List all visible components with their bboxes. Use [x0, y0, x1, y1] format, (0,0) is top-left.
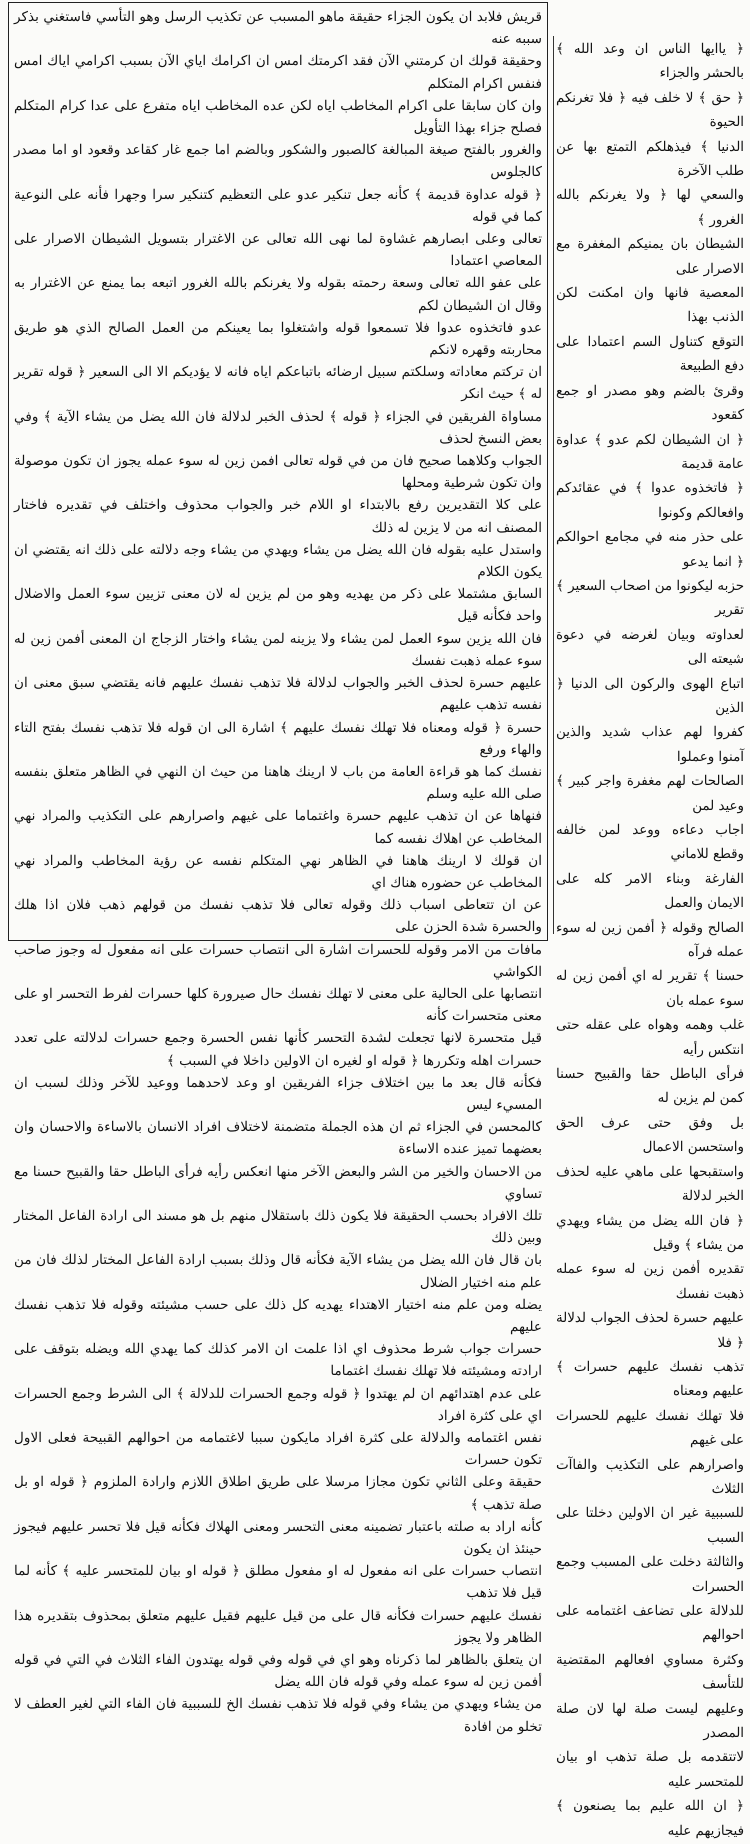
gloss-line: عليهم حسرة لحذف الجواب لدلالة ﴿ فلا [556, 1311, 744, 1351]
commentary-line: مساواة الفريقين في الجزاء ﴿ قوله ﴾ لحذف الخبر لدلالة فان الله يضل من يشاء الآية ﴾ وفي بعض النسخ لحذف [14, 408, 542, 447]
commentary-line: على عدم اهتدائهم ان لم يهتدوا ﴿ قوله وجمع الحسرات للدلالة ﴾ الى الشرط وجمع الحسرات اي على كثرة افراد [14, 1385, 542, 1424]
commentary-line: حسرة ﴿ قوله ومعناه فلا تهلك نفسك عليهم ﴾ اشارة الى ان قوله فلا تذهب نفسك بفتح التاء والهاء ورفع [14, 719, 542, 758]
gloss-line: تذهب نفسك عليهم حسرات ﴾ عليهم ومعناه [556, 1359, 744, 1400]
commentary-text [14, 6, 542, 1735]
commentary-line: فنهاها عن ان تذهب عليهم حسرة واغتماما على غيهم واصرارهم على التكذيب والمراد نهي المخاطب عن اهلاك نفسه كما [14, 808, 542, 847]
gloss-line: والسعي لها ﴿ ولا يغرنكم بالله الغرور ﴾ [556, 188, 744, 228]
commentary-line: فان الله يزين سوء العمل لمن يشاء ولا يزينه لمن يشاء واختار الزجاج ان المعنى أفمن زين له سوء عمله ذهبت نفسك [14, 630, 542, 669]
gloss-line: ﴿ ان الله عليم بما يصنعون ﴾ فيجازيهم عليه [556, 1799, 744, 1839]
gloss-line: غلب وهمه وهواه على عقله حتى انتكس رأيه [556, 1018, 744, 1058]
marginal-gloss [556, 38, 744, 1839]
gloss-line: كفروا لهم عذاب شديد والذين آمنوا وعملوا [556, 725, 744, 765]
commentary-line: ان يتعلق بالظاهر لما ذكرناه وهو اي في قوله وفي قوله يهتدون الفاء الثلاث في التي في قوله أفمن زين له سوء عمله وفي قوله فان الله يضل [14, 1652, 542, 1691]
commentary-line: ان تركتم معاداته وسلكتم سبيل ارضائه باتباعكم اياه فانه لا يؤديكم الا الى السعير ﴿ قوله تقرير له ﴾ حيث انكر [14, 364, 542, 403]
commentary-line: بان قال فان الله يضل من يشاء الآية فكأنه قال وذلك بسبب ارادة الفاعل المختار لذلك فان من علم منه اختيار الضلال [14, 1252, 542, 1291]
commentary-line: يضله ومن علم منه اختيار الاهتداء يهديه كل ذلك على حسب مشيئته وقوله فلا تذهب نفسك عليهم [14, 1296, 542, 1335]
gloss-line: ﴿ فاتخذوه عدوا ﴾ في عقائدكم وافعالكم وكونوا [556, 481, 744, 521]
gloss-line: الدنيا ﴾ فيذهلكم التمتع بها عن طلب الآخرة [556, 139, 744, 180]
gloss-line: ﴿ ياايها الناس ان وعد الله ﴾ بالحشر والجزاء [556, 42, 744, 82]
gloss-line: لعداوته وبيان لغرضه في دعوة شيعته الى [556, 627, 744, 668]
gloss-line: ﴿ حق ﴾ لا خلف فيه ﴿ فلا تغرنكم الحيوة [556, 90, 744, 131]
gloss-line: للدلالة على تضاعف اغتمامه على احوالهم [556, 1604, 744, 1644]
gloss-line: والثالثة دخلت على المسبب وجمع الحسرات [556, 1555, 744, 1595]
gloss-line: ﴿ فان الله يضل من يشاء ويهدي من يشاء ﴾ وقيل [556, 1213, 744, 1253]
commentary-line: كالمحسن في الجزاء ثم ان هذه الجملة متضمنة لاختلاف افراد الانسان بالاساءة والاحسان وان بعضهما تميز عنده الاساءة [14, 1119, 542, 1158]
gloss-line: فرأى الباطل حقا والقبيح حسنا كمن لم يزين له [556, 1067, 744, 1107]
gloss-line: بل وفق حتى عرف الحق واستحسن الاعمال [556, 1115, 744, 1156]
commentary-line: نفسك عليهم حسرات فكأنه قال على من قيل عليهم فقيل عليهم متعلق بمحذوف بتقديره هذا الظاهر ولا يجوز [14, 1607, 542, 1646]
gloss-line: حزبه ليكونوا من اصحاب السعير ﴾ تقرير [556, 578, 744, 619]
gloss-line: فلا تهلك نفسك عليهم للحسرات على غيهم [556, 1408, 744, 1449]
gloss-line: المعصية فانها وان امكنت لكن الذنب بهذا [556, 286, 744, 326]
gloss-line: الصالحات لهم مغفرة واجر كبير ﴾ وعيد لمن [556, 774, 744, 814]
gloss-line: للسببية غير ان الاولين دخلتا على السبب [556, 1506, 744, 1546]
gloss-line: ﴿ ان الشيطان لكم عدو ﴾ عداوة عامة قديمة [556, 432, 744, 472]
commentary-line: عن ان تتعاطى اسباب ذلك وقوله تعالى فلا تذهب نفسك من قولهم ذهب فلان اذا هلك والحسرة شدة الحزن على [14, 897, 542, 936]
gloss-line: وعليهم ليست صلة لها لان صلة المصدر [556, 1701, 744, 1742]
commentary-line: ان قولك لا ارينك هاهنا في الظاهر نهي المتكلم نفسه عن رؤية المخاطب والمراد نهي المخاطب عن حضوره هناك اي [14, 852, 542, 891]
gloss-line: وقرئ بالضم وهو مصدر او جمع كقعود [556, 383, 744, 424]
gloss-line: الشيطان بان يمنيكم المغفرة مع الاصرار على [556, 237, 744, 277]
commentary-line: قريش فلابد ان يكون الجزاء حقيقة ماهو المسبب عن تكذيب الرسل وهو التأسي فاستغني بذكر سببه عنه [14, 9, 542, 48]
gloss-line: لاتتقدمه بل صلة تذهب او بيان للمتحسر عليه [556, 1750, 744, 1790]
commentary-line: من يشاء ويهدي من يشاء وفي قوله فلا تذهب نفسك الخ للسببية فان الفاء التي لغير العطف لا تخلو من افادة [14, 1696, 542, 1735]
commentary-line: عليهم حسرة لحذف الخبر والجواب لدلالة فلا تذهب نفسك عليهم فانه يقتضي سبق معنى ان نفسه تذهب عليهم [14, 675, 542, 714]
commentary-line: قيل متحسرة لانها تجعلت لشدة التحسر كأنها نفس الحسرة وجمع حسرات لدلالته على تعدد حسرات اهله وتكررها ﴿ قوله او لغيره ان الاولين داخلا في السبب ﴾ [14, 1030, 542, 1069]
gloss-line: واصرارهم على التكذيب والفاآت الثلاث [556, 1457, 744, 1497]
commentary-line: حقيقة وعلى الثاني تكون مجازا مرسلا على طريق اطلاق اللازم وارادة الملزوم ﴿ قوله او بل صلة تذهب ﴾ [14, 1474, 542, 1513]
commentary-line: حسرات جواب شرط محذوف اي اذا علمت ان الامر كذلك كما يهدي الله ويضله بتوقف على ارادته ومشيئته فلا تهلك نفسك اغتماما [14, 1341, 542, 1380]
gloss-line: الفارغة وبناء الامر كله على الايمان والعمل [556, 871, 744, 912]
commentary-line: وان كان سابقا على اكرام المخاطب اياه لكن عده المخاطب اياه متفرع على عدا كرام المتكلم فصلح جزاء بهذا التأويل [14, 97, 542, 137]
commentary-line: فكأنه قال بعد ما بين اختلاف جزاء الفريقين او وعد لاحدهما ووعيد للآخر وذلك لسبب ان المسيء ليس [14, 1074, 542, 1113]
commentary-line: تلك الافراد بحسب الحقيقة فلا يكون ذلك باستقلال منهم بل هو مسند الى ارادة الفاعل المختار وبين ذلك [14, 1207, 542, 1247]
gloss-line: وكثرة مساوي افعالهم المقتضية للتأسف [556, 1652, 744, 1693]
commentary-line: مافات من الامر وقوله للحسرات اشارة الى انتصاب حسرات على انه مفعول له وجوز صاحب الكواشي [14, 941, 542, 980]
commentary-line: انتصابها على الحالية على معنى لا تهلك نفسك حال صيرورة كلها حسرات لفرط التحسر او على معنى متحسرات كأنه [14, 985, 542, 1025]
gloss-line: على حذر منه في مجامع احوالكم ﴿ انما يدعو [556, 530, 744, 570]
commentary-line: من الاحسان والخير من الشر والبعض الآخر منها انعكس رأيه فرأى الباطل حقا والقبيح حسنا مع تساوي [14, 1163, 542, 1202]
commentary-line: واستدل عليه بقوله فان الله يضل من يشاء ويهدي من يشاء وجه دلالته على ذلك انه يقتضي ان يكون الكلام [14, 541, 542, 581]
gloss-line: الصالح وقوله ﴿ أفمن زين له سوء عمله فرآه [556, 920, 744, 961]
gloss-line: واستقبحها على ماهي عليه لحذف الخبر لدلالة [556, 1164, 744, 1205]
commentary-line: وحقيقة قولك ان كرمتني الآن فقد اكرمتك امس ان اكرامك اياي الآن بسبب اكرامي اياك امس فنفس اكرام المتكلم [14, 53, 542, 92]
gloss-line: اجاب دعاءه ووعد لمن خالفه وقطع للاماني [556, 823, 744, 863]
commentary-line: نفس اغتمامه والدلالة على كثرة افراد مايكون سببا لاغتمامه من احوالهم القبيحة فعلى الاول تكون حسرات [14, 1430, 542, 1469]
commentary-line: ﴿ قوله عداوة قديمة ﴾ كأنه جعل تنكير عدو على التعظيم كتنكير سرا وجهرا فأنه على النوعية كما في قوله [14, 186, 542, 225]
commentary-line: نفسك كما هو قراءة العامة من باب لا ارينك هاهنا من حيث ان النهي في الظاهر متعلق بنفسه صلى الله عليه وسلم [14, 763, 542, 803]
commentary-line: السابق مشتملا على ذكر من يهديه وهو من لم يزين له لان معنى تزيين سوء العمل والاضلال واحد فكأنه قيل [14, 586, 542, 625]
gloss-line: حسنا ﴾ تقرير له اي أفمن زين له سوء عمله بان [556, 969, 744, 1009]
gloss-line: التوقع كتناول السم اعتمادا على دفع الطبيعة [556, 334, 744, 375]
commentary-line: عدو فاتخذوه عدوا فلا تسمعوا قوله واشتغلوا بما يعينكم من العمل الصالح الذي هو طريق محاربته وقهره لانكم [14, 319, 542, 359]
commentary-line: كأنه اراد به صلته باعتبار تضمينه معنى التحسر ومعنى الهلاك فكأنه قيل فلا تحسر عليهم فيجوز حينئذ ان يكون [14, 1518, 542, 1558]
commentary-line: الجواب وكلاهما صحيح فان من في قوله تعالى افمن زين له سوء عمله يجوز ان تكون موصولة وان تكون شرطية ومحلها [14, 453, 542, 492]
gloss-line: اتباع الهوى والركون الى الدنيا ﴿ الذين [556, 676, 744, 716]
commentary-line: والغرور بالفتح صيغة المبالغة كالصبور والشكور وبالضم اما جمع غار كقاعد وقعود او اما مصدر كالجلوس [14, 142, 542, 181]
commentary-line: تعالى وعلى ابصارهم غشاوة لما نهى الله تعالى عن الاغترار بتسويل الشيطان الاصرار على المعاصي اعتمادا [14, 231, 542, 270]
commentary-line: على كلا التقديرين رفع بالابتداء او اللام خبر والجواب محذوف واختلف في تقديره فاختار المصنف انه من لا يزين له ذلك [14, 497, 542, 536]
gloss-line: تقديره أفمن زين له سوء عمله ذهبت نفسك [556, 1262, 744, 1302]
commentary-line: على عفو الله تعالى وسعة رحمته بقوله ولا يغرنكم بالله الغرور اتبعه بما يمنع عن الاغترار به وقال ان الشيطان لكم [14, 275, 542, 314]
commentary-line: انتصاب حسرات على انه مفعول له او مفعول مطلق ﴿ قوله او بيان للمتحسر عليه ﴾ كأنه لما قيل فلا تذهب [14, 1563, 542, 1602]
